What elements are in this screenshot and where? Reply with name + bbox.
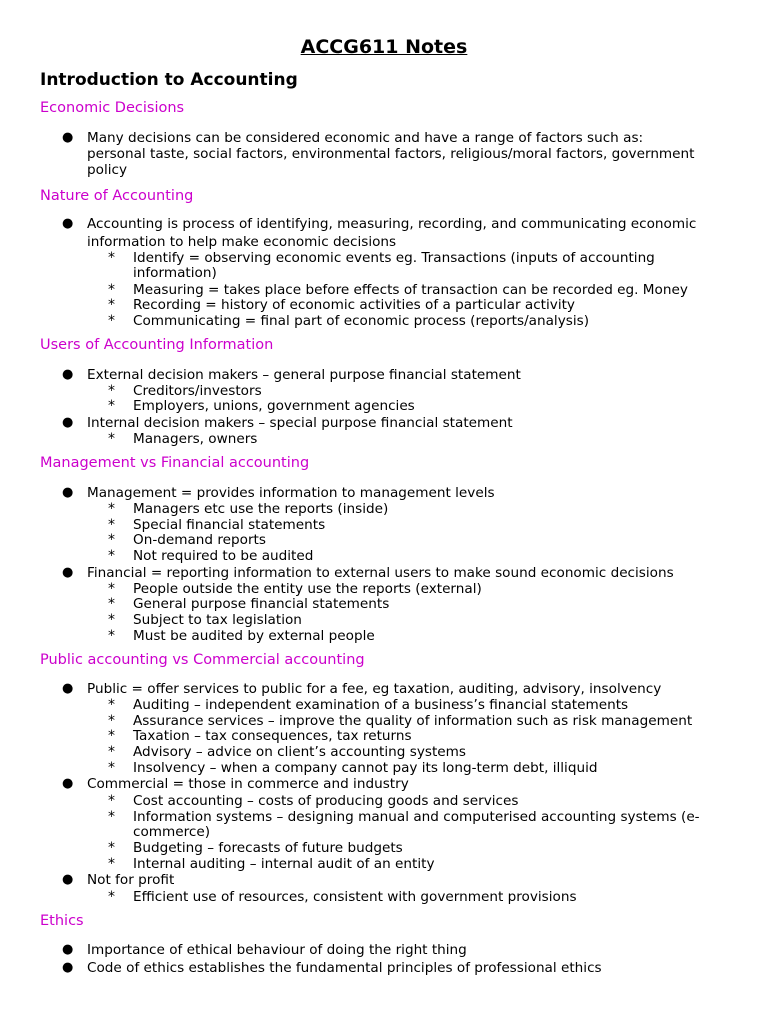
star-marker: *	[108, 517, 115, 533]
sub-list-item: Auditing – independent examination of a business’s financial statements	[133, 697, 629, 713]
star-marker: *	[108, 744, 115, 760]
sub-list-item-continuation: information)	[133, 265, 217, 281]
star-marker: *	[108, 282, 115, 298]
star-marker: *	[108, 713, 115, 729]
section-heading-nature-of-accounting: Nature of Accounting	[40, 188, 194, 204]
list-item: Financial = reporting information to external users to make sound economic decisions	[87, 565, 674, 581]
sub-list-item: Measuring = takes place before effects of transaction can be recorded eg. Money	[133, 282, 688, 298]
bullet-marker: ●	[62, 776, 74, 791]
sub-list-item: Insolvency – when a company cannot pay its long-term debt, illiquid	[133, 760, 598, 776]
star-marker: *	[108, 383, 115, 399]
list-item: Commercial = those in commerce and industry	[87, 776, 409, 792]
sub-list-item: Employers, unions, government agencies	[133, 398, 415, 414]
list-item: Code of ethics establishes the fundamental principles of professional ethics	[87, 960, 602, 976]
sub-list-item: General purpose financial statements	[133, 596, 390, 612]
bullet-marker: ●	[62, 960, 74, 975]
sub-list-item: Assurance services – improve the quality of information such as risk management	[133, 713, 693, 729]
bullet-marker: ●	[62, 565, 74, 580]
star-marker: *	[108, 398, 115, 414]
star-marker: *	[108, 612, 115, 628]
section-heading-public-vs-commercial: Public accounting vs Commercial accounting	[40, 652, 365, 668]
list-item: External decision makers – general purpose financial statement	[87, 367, 521, 383]
section-heading-management-vs-financial: Management vs Financial accounting	[40, 455, 310, 471]
sub-list-item: Cost accounting – costs of producing goods and services	[133, 793, 519, 809]
bullet-marker: ●	[62, 872, 74, 887]
list-item: Not for profit	[87, 872, 175, 888]
star-marker: *	[108, 760, 115, 776]
main-heading: Introduction to Accounting	[40, 70, 298, 90]
star-marker: *	[108, 581, 115, 597]
star-marker: *	[108, 728, 115, 744]
star-marker: *	[108, 501, 115, 517]
sub-list-item: Budgeting – forecasts of future budgets	[133, 840, 403, 856]
list-item: Management = provides information to management levels	[87, 485, 495, 501]
list-item: Public = offer services to public for a fee, eg taxation, auditing, advisory, insolvency	[87, 681, 662, 697]
sub-list-item: Recording = history of economic activities of a particular activity	[133, 297, 575, 313]
sub-list-item: Managers etc use the reports (inside)	[133, 501, 389, 517]
bullet-marker: ●	[62, 485, 74, 500]
sub-list-item: Identify = observing economic events eg. Transactions (inputs of accounting	[133, 250, 655, 266]
list-item: Many decisions can be considered economic and have a range of factors such as:	[87, 130, 644, 146]
sub-list-item: Taxation – tax consequences, tax returns	[133, 728, 412, 744]
sub-list-item: Advisory – advice on client’s accounting systems	[133, 744, 466, 760]
star-marker: *	[108, 431, 115, 447]
sub-list-item: Not required to be audited	[133, 548, 314, 564]
list-item: Internal decision makers – special purpose financial statement	[87, 415, 513, 431]
section-heading-users: Users of Accounting Information	[40, 337, 274, 353]
bullet-marker: ●	[62, 130, 74, 145]
star-marker: *	[108, 889, 115, 905]
star-marker: *	[108, 532, 115, 548]
star-marker: *	[108, 840, 115, 856]
section-heading-ethics: Ethics	[40, 913, 84, 929]
section-heading-economic-decisions: Economic Decisions	[40, 100, 185, 116]
bullet-marker: ●	[62, 942, 74, 957]
sub-list-item: Must be audited by external people	[133, 628, 375, 644]
list-item-continuation: policy	[87, 162, 128, 178]
list-item-continuation: information to help make economic decisions	[87, 234, 397, 250]
list-item-continuation: personal taste, social factors, environmental factors, religious/moral factors, government	[87, 146, 695, 162]
star-marker: *	[108, 313, 115, 329]
sub-list-item: Internal auditing – internal audit of an entity	[133, 856, 435, 872]
sub-list-item: Managers, owners	[133, 431, 258, 447]
sub-list-item: Subject to tax legislation	[133, 612, 302, 628]
sub-list-item: Creditors/investors	[133, 383, 262, 399]
sub-list-item: Information systems – designing manual and computerised accounting systems (e-	[133, 809, 700, 825]
star-marker: *	[108, 628, 115, 644]
star-marker: *	[108, 548, 115, 564]
list-item: Accounting is process of identifying, measuring, recording, and communicating economic	[87, 216, 697, 232]
star-marker: *	[108, 250, 115, 266]
star-marker: *	[108, 809, 115, 825]
sub-list-item: Communicating = final part of economic process (reports/analysis)	[133, 313, 590, 329]
star-marker: *	[108, 697, 115, 713]
sub-list-item: Efficient use of resources, consistent with government provisions	[133, 889, 577, 905]
sub-list-item-continuation: commerce)	[133, 824, 211, 840]
bullet-marker: ●	[62, 216, 74, 231]
sub-list-item: People outside the entity use the reports (external)	[133, 581, 482, 597]
star-marker: *	[108, 596, 115, 612]
list-item: Importance of ethical behaviour of doing the right thing	[87, 942, 467, 958]
star-marker: *	[108, 297, 115, 313]
star-marker: *	[108, 793, 115, 809]
document-title: ACCG611 Notes	[300, 36, 468, 58]
bullet-marker: ●	[62, 367, 74, 382]
bullet-marker: ●	[62, 415, 74, 430]
star-marker: *	[108, 856, 115, 872]
bullet-marker: ●	[62, 681, 74, 696]
sub-list-item: On-demand reports	[133, 532, 266, 548]
sub-list-item: Special financial statements	[133, 517, 326, 533]
